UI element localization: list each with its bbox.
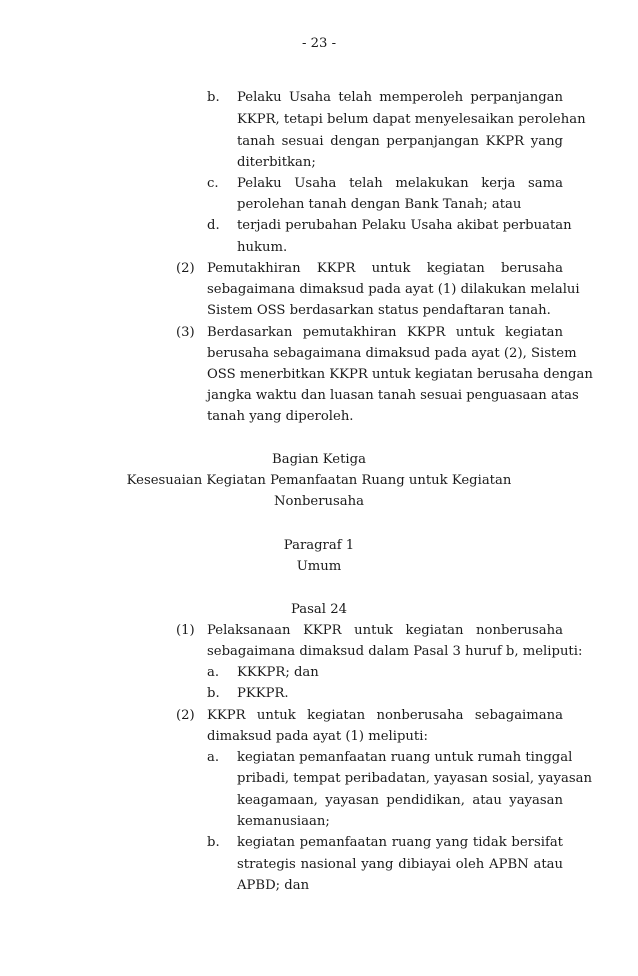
text-line: perolehan tanah dengan Bank Tanah; atau (237, 197, 522, 212)
text-line: Sistem OSS berdasarkan status pendaftaran tanah. (207, 303, 551, 318)
text-line: KKKPR; dan (237, 665, 319, 680)
text-line: berusaha sebagaimana dimaksud pada ayat (2), Sistem (207, 346, 577, 361)
pasal-title: Pasal 24 (291, 602, 347, 617)
list-marker: a. (207, 750, 220, 765)
list-marker: b. (207, 686, 220, 701)
text-line: pribadi, tempat peribadatan, yayasan sosial, yayasan (237, 771, 592, 786)
text-line: kegiatan pemanfaatan ruang yang tidak bersifat (237, 835, 563, 850)
list-marker: c. (207, 176, 219, 191)
list-marker: a. (207, 665, 220, 680)
text-line: kegiatan pemanfaatan ruang untuk rumah tinggal (237, 750, 573, 765)
text-line: OSS menerbitkan KKPR untuk kegiatan berusaha dengan (207, 367, 593, 382)
ayat-marker: (3) (176, 325, 195, 340)
text-line: Berdasarkan pemutakhiran KKPR untuk kegiatan (207, 325, 563, 340)
page-number: - 23 - (301, 36, 337, 51)
text-line: PKKPR. (237, 686, 289, 701)
text-line: kemanusiaan; (237, 814, 330, 829)
text-line: hukum. (237, 240, 288, 255)
text-line: dimaksud pada ayat (1) meliputi: (207, 729, 428, 744)
text-line: tanah sesuai dengan perpanjangan KKPR yang (237, 134, 563, 149)
list-marker: b. (207, 835, 220, 850)
list-marker: d. (207, 218, 220, 233)
text-line: Pelaku Usaha telah memperoleh perpanjangan (237, 90, 563, 105)
text-line: KKPR, tetapi belum dapat menyelesaikan perolehan (237, 112, 586, 127)
paragraf-title: Paragraf 1 (283, 538, 355, 553)
ayat-marker: (2) (176, 708, 195, 723)
text-line: tanah yang diperoleh. (207, 409, 354, 424)
section-title: Bagian Ketiga (272, 452, 366, 467)
text-line: jangka waktu dan luasan tanah sesuai penguasaan atas (207, 388, 579, 403)
ayat-marker: (1) (176, 623, 195, 638)
list-marker: b. (207, 90, 220, 105)
text-line: diterbitkan; (237, 155, 316, 170)
text-line: sebagaimana dimaksud dalam Pasal 3 huruf b, meliputi: (207, 644, 583, 659)
text-line: sebagaimana dimaksud pada ayat (1) dilakukan melalui (207, 282, 580, 297)
section-subtitle: Kesesuaian Kegiatan Pemanfaatan Ruang untuk Kegiatan (126, 473, 512, 488)
text-line: strategis nasional yang dibiayai oleh APBN atau (237, 857, 563, 872)
text-line: keagamaan, yayasan pendidikan, atau yayasan (237, 793, 563, 808)
paragraf-subtitle: Umum (296, 559, 342, 574)
text-line: terjadi perubahan Pelaku Usaha akibat perbuatan (237, 218, 572, 233)
text-line: Pelaku Usaha telah melakukan kerja sama (237, 176, 563, 191)
text-line: APBD; dan (237, 878, 310, 893)
text-line: KKPR untuk kegiatan nonberusaha sebagaimana (207, 708, 563, 723)
text-line: Pemutakhiran KKPR untuk kegiatan berusaha (207, 261, 563, 276)
ayat-marker: (2) (176, 261, 195, 276)
text-line: Pelaksanaan KKPR untuk kegiatan nonberusaha (207, 623, 563, 638)
section-subtitle: Nonberusaha (273, 494, 364, 509)
